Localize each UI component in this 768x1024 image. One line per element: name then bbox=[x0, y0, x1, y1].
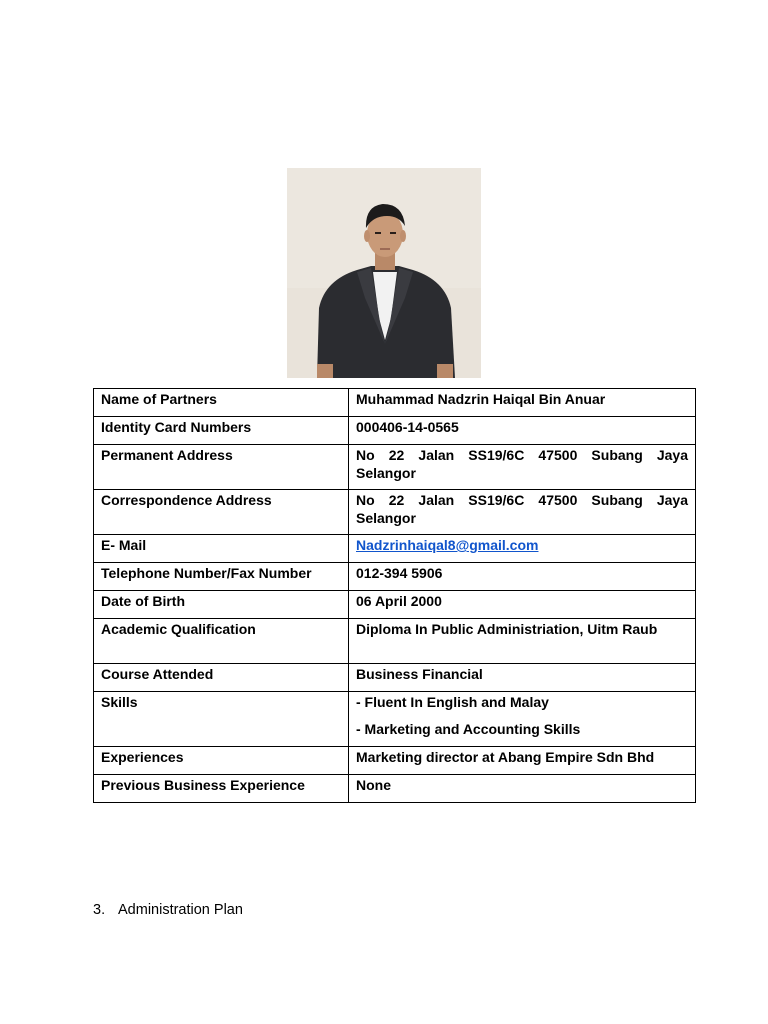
label-text: Course Attended bbox=[101, 666, 214, 682]
email-link[interactable]: Nadzrinhaiqal8@gmail.com bbox=[356, 537, 539, 553]
value-text: Marketing director at Abang Empire Sdn Bhd bbox=[356, 749, 655, 765]
table-row bbox=[94, 490, 696, 535]
table-label-cell bbox=[94, 591, 349, 619]
table-row bbox=[94, 664, 696, 692]
table-value-cell bbox=[349, 490, 696, 535]
table-label-cell bbox=[94, 389, 349, 417]
table-row bbox=[94, 591, 696, 619]
section-heading bbox=[93, 902, 243, 918]
table-row bbox=[94, 417, 696, 445]
table-row bbox=[94, 535, 696, 563]
value-text: 012-394 5906 bbox=[356, 565, 443, 581]
table-label-cell bbox=[94, 619, 349, 664]
label-text: Date of Birth bbox=[101, 593, 185, 609]
table-label-cell bbox=[94, 490, 349, 535]
value-text: Muhammad Nadzrin Haiqal Bin Anuar bbox=[356, 391, 606, 407]
value-text: 06 April 2000 bbox=[356, 593, 442, 609]
label-text: Correspondence Address bbox=[101, 492, 272, 508]
table-label-cell bbox=[94, 417, 349, 445]
label-text: E- Mail bbox=[101, 537, 147, 553]
value-text: No 22 Jalan SS19/6C 47500 Subang Jaya Selangor bbox=[356, 492, 688, 526]
table-label-cell bbox=[94, 535, 349, 563]
table-row bbox=[94, 445, 696, 490]
label-text: Telephone Number/Fax Number bbox=[101, 565, 312, 581]
table-value-cell bbox=[349, 591, 696, 619]
table-row bbox=[94, 747, 696, 775]
label-text: Identity Card Numbers bbox=[101, 419, 252, 435]
table-label-cell bbox=[94, 775, 349, 803]
table-row bbox=[94, 389, 696, 417]
table-row bbox=[94, 619, 696, 664]
table-row bbox=[94, 692, 696, 747]
table-row bbox=[94, 775, 696, 803]
value-text: None bbox=[356, 777, 391, 793]
table-value-cell bbox=[349, 535, 696, 563]
label-text: Previous Business Experience bbox=[101, 777, 305, 793]
table-row bbox=[94, 563, 696, 591]
label-text: Academic Qualification bbox=[101, 621, 256, 637]
value-text: No 22 Jalan SS19/6C 47500 Subang Jaya Selangor bbox=[356, 447, 688, 481]
portrait-photo-icon bbox=[287, 168, 481, 378]
skill-item: - Fluent In English and Malay bbox=[356, 694, 549, 710]
label-text: Skills bbox=[101, 694, 138, 710]
table-label-cell bbox=[94, 563, 349, 591]
table-label-cell bbox=[94, 747, 349, 775]
table-value-cell bbox=[349, 619, 696, 664]
table-value-cell bbox=[349, 417, 696, 445]
value-text: 000406-14-0565 bbox=[356, 419, 459, 435]
label-text: Permanent Address bbox=[101, 447, 233, 463]
value-text: Diploma In Public Administriation, Uitm Raub bbox=[356, 621, 658, 637]
table-value-cell bbox=[349, 389, 696, 417]
partner-info-table bbox=[93, 388, 696, 803]
skill-item: - Marketing and Accounting Skills bbox=[356, 721, 581, 737]
table-label-cell bbox=[94, 445, 349, 490]
section-number: 3. bbox=[93, 902, 106, 918]
table-value-cell bbox=[349, 747, 696, 775]
table-value-cell bbox=[349, 692, 696, 747]
table-value-cell bbox=[349, 775, 696, 803]
table-value-cell bbox=[349, 664, 696, 692]
table-value-cell bbox=[349, 563, 696, 591]
section-title: Administration Plan bbox=[118, 902, 243, 918]
value-text: Business Financial bbox=[356, 666, 483, 682]
table-label-cell bbox=[94, 692, 349, 747]
label-text: Name of Partners bbox=[101, 391, 217, 407]
label-text: Experiences bbox=[101, 749, 184, 765]
partner-photo bbox=[287, 168, 481, 378]
table-value-cell bbox=[349, 445, 696, 490]
table-label-cell bbox=[94, 664, 349, 692]
